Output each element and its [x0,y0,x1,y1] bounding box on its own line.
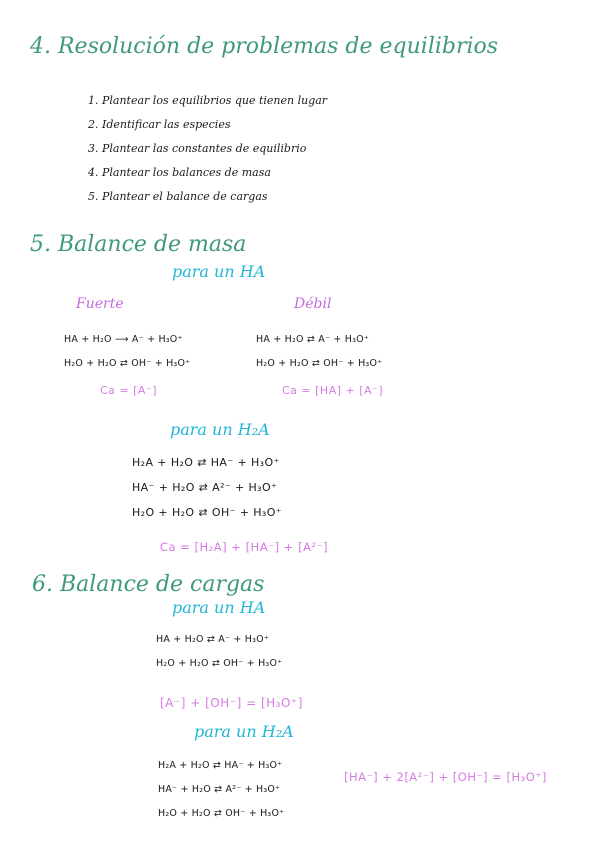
h2a-mass-balance: Ca = [H₂A] + [HA⁻] + [A²⁻] [160,540,329,554]
section-4-title: 4. Resolución de problemas de equilibrios [30,34,499,59]
section-6-subtitle-ha: para un HA [172,598,266,617]
step-2: 2. Identificar las especies [88,118,231,131]
h2a-eq-1: H₂A + H₂O ⇄ HA⁻ + H₃O⁺ [132,456,280,469]
step-5: 5. Plantear el balance de cargas [88,190,268,203]
step-4: 4. Plantear los balances de masa [88,166,271,179]
section-6-title: 6. Balance de cargas [32,572,265,597]
charge-h2a-eq-3: H₂O + H₂O ⇄ OH⁻ + H₃O⁺ [158,808,285,819]
debil-eq-1: HA + H₂O ⇄ A⁻ + H₃O⁺ [256,334,370,345]
debil-mass-balance: Ca = [HA] + [A⁻] [282,384,384,397]
step-1: 1. Plantear los equilibrios que tienen lugar [88,94,328,107]
fuerte-eq-1: HA + H₂O ⟶ A⁻ + H₃O⁺ [64,334,183,345]
fuerte-label: Fuerte [76,296,124,312]
section-5-title: 5. Balance de masa [30,232,247,257]
debil-label: Débil [294,296,332,312]
charge-ha-eq-1: HA + H₂O ⇄ A⁻ + H₃O⁺ [156,634,270,645]
fuerte-eq-2: H₂O + H₂O ⇄ OH⁻ + H₃O⁺ [64,358,191,369]
section-5-subtitle-h2a: para un H₂A [170,420,270,439]
debil-eq-2: H₂O + H₂O ⇄ OH⁻ + H₃O⁺ [256,358,383,369]
step-3: 3. Plantear las constantes de equilibrio [88,142,307,155]
section-5-subtitle-ha: para un HA [172,262,266,281]
charge-h2a-eq-2: HA⁻ + H₂O ⇄ A²⁻ + H₃O⁺ [158,784,281,795]
charge-ha-eq-2: H₂O + H₂O ⇄ OH⁻ + H₃O⁺ [156,658,283,669]
section-6-subtitle-h2a: para un H₂A [194,722,294,741]
h2a-charge-balance: [HA⁻] + 2[A²⁻] + [OH⁻] = [H₃O⁺] [344,770,547,784]
ha-charge-balance: [A⁻] + [OH⁻] = [H₃O⁺] [160,696,303,710]
h2a-eq-2: HA⁻ + H₂O ⇄ A²⁻ + H₃O⁺ [132,481,278,494]
charge-h2a-eq-1: H₂A + H₂O ⇄ HA⁻ + H₃O⁺ [158,760,283,771]
h2a-eq-3: H₂O + H₂O ⇄ OH⁻ + H₃O⁺ [132,506,282,519]
fuerte-mass-balance: Ca = [A⁻] [100,384,158,397]
